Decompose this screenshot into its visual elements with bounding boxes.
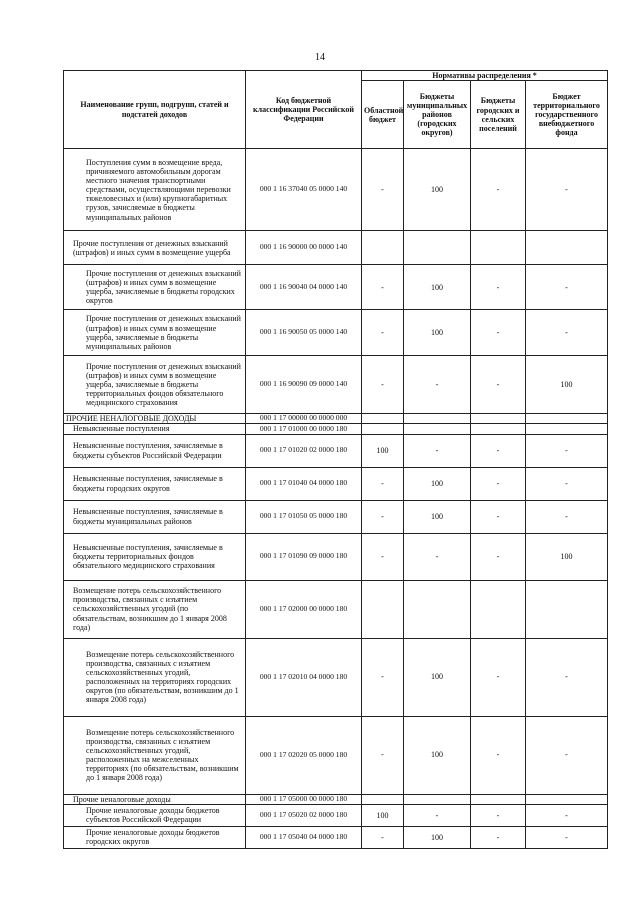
- row-fund: [526, 231, 608, 265]
- row-name: Возмещение потерь сельскохозяйственного производства, связанных с изъятием сельскохозяйственных угодий, расположенных на межселенных территориях (по обязательствам, возникшим до 1 января 2008 года): [64, 716, 246, 794]
- row-city-rural: -: [471, 826, 526, 848]
- table-row: [64, 265, 608, 310]
- row-fund: 100: [526, 533, 608, 580]
- row-name: Прочие неналоговые доходы бюджетов городских округов: [64, 826, 246, 848]
- row-city-rural: [471, 231, 526, 265]
- row-name: Прочие поступления от денежных взысканий (штрафов) и иных сумм в возмещение ущерба, зачисляемые в бюджеты муниципальных районов: [64, 310, 246, 356]
- row-city-rural: [471, 424, 526, 434]
- row-city-rural: -: [471, 533, 526, 580]
- row-city-rural: -: [471, 716, 526, 794]
- row-code: 000 1 16 90040 04 0000 140: [246, 265, 362, 310]
- row-municipal: 100: [404, 638, 471, 716]
- row-name: Невыясненные поступления, зачисляемые в бюджеты городских округов: [64, 467, 246, 500]
- table-header: [64, 71, 608, 149]
- row-fund: -: [526, 716, 608, 794]
- row-code: 000 1 16 90090 09 0000 140: [246, 356, 362, 414]
- row-name: Прочие поступления от денежных взысканий (штрафов) и иных сумм в возмещение ущерба, зачисляемые в бюджеты городских округов: [64, 265, 246, 310]
- page-number: 14: [315, 52, 325, 63]
- row-regional: -: [362, 638, 404, 716]
- row-regional: -: [362, 356, 404, 414]
- row-city-rural: -: [471, 804, 526, 826]
- row-fund: -: [526, 265, 608, 310]
- row-municipal: -: [404, 356, 471, 414]
- row-municipal: [404, 794, 471, 804]
- row-regional: 100: [362, 804, 404, 826]
- row-municipal: 100: [404, 826, 471, 848]
- header-municipal: Бюджеты муниципальных районов (городских округов): [404, 81, 471, 149]
- row-name: Невыясненные поступления: [64, 424, 246, 434]
- header-norms: Нормативы распределения *: [362, 71, 608, 81]
- row-fund: [526, 794, 608, 804]
- row-regional: -: [362, 533, 404, 580]
- row-fund: [526, 580, 608, 638]
- row-regional: -: [362, 500, 404, 533]
- row-municipal: [404, 580, 471, 638]
- table-row: [64, 638, 608, 716]
- row-municipal: -: [404, 434, 471, 467]
- row-code: 000 1 17 01020 02 0000 180: [246, 434, 362, 467]
- row-name: Невыясненные поступления, зачисляемые в бюджеты субъектов Российской Федерации: [64, 434, 246, 467]
- row-city-rural: [471, 414, 526, 424]
- row-city-rural: [471, 580, 526, 638]
- row-regional: [362, 580, 404, 638]
- header-name: Наименование групп, подгрупп, статей и подстатей доходов: [64, 71, 246, 149]
- row-fund: -: [526, 826, 608, 848]
- row-fund: [526, 414, 608, 424]
- table-row: [64, 580, 608, 638]
- row-city-rural: -: [471, 356, 526, 414]
- row-name: ПРОЧИЕ НЕНАЛОГОВЫЕ ДОХОДЫ: [64, 414, 246, 424]
- row-name: Прочие неналоговые доходы: [64, 794, 246, 804]
- table-row: [64, 424, 608, 434]
- row-name: Прочие поступления от денежных взысканий (штрафов) и иных сумм в возмещение ущерба: [64, 231, 246, 265]
- row-code: 000 1 17 02010 04 0000 180: [246, 638, 362, 716]
- row-municipal: -: [404, 533, 471, 580]
- row-fund: [526, 424, 608, 434]
- row-regional: [362, 231, 404, 265]
- row-municipal: 100: [404, 265, 471, 310]
- row-code: 000 1 17 01040 04 0000 180: [246, 467, 362, 500]
- row-code: 000 1 17 05040 04 0000 180: [246, 826, 362, 848]
- row-municipal: 100: [404, 149, 471, 231]
- row-code: 000 1 17 05020 02 0000 180: [246, 804, 362, 826]
- row-municipal: [404, 414, 471, 424]
- table-row: [64, 500, 608, 533]
- row-fund: -: [526, 310, 608, 356]
- table-body: [64, 149, 608, 849]
- row-regional: -: [362, 265, 404, 310]
- row-code: 000 1 17 02020 05 0000 180: [246, 716, 362, 794]
- row-fund: 100: [526, 356, 608, 414]
- row-fund: -: [526, 500, 608, 533]
- table-row: [64, 794, 608, 804]
- row-code: 000 1 17 01050 05 0000 180: [246, 500, 362, 533]
- row-city-rural: -: [471, 310, 526, 356]
- header-city-rural: Бюджеты городских и сельских поселений: [471, 81, 526, 149]
- row-municipal: 100: [404, 500, 471, 533]
- row-regional: [362, 794, 404, 804]
- row-code: 000 1 16 90000 00 0000 140: [246, 231, 362, 265]
- row-name: Прочие поступления от денежных взысканий (штрафов) и иных сумм в возмещение ущерба, зачисляемые в бюджеты территориальных фондов обязательного медицинского страхования: [64, 356, 246, 414]
- row-name: Невыясненные поступления, зачисляемые в бюджеты территориальных фондов обязательного медицинского страхования: [64, 533, 246, 580]
- row-municipal: 100: [404, 467, 471, 500]
- row-name: Поступления сумм в возмещение вреда, причиняемого автомобильным дорогам местного значения транспортными средствами, осуществляющими перевозки тяжеловесных и (или) крупногабаритных грузов, зачисляемые в бюджеты муниципальных районов: [64, 149, 246, 231]
- row-code: 000 1 16 90050 05 0000 140: [246, 310, 362, 356]
- table-row: [64, 467, 608, 500]
- row-city-rural: -: [471, 638, 526, 716]
- row-city-rural: -: [471, 434, 526, 467]
- table-row: [64, 533, 608, 580]
- row-regional: [362, 424, 404, 434]
- row-municipal: 100: [404, 310, 471, 356]
- row-regional: 100: [362, 434, 404, 467]
- row-code: 000 1 17 01000 00 0000 180: [246, 424, 362, 434]
- row-code: 000 1 17 02000 00 0000 180: [246, 580, 362, 638]
- row-regional: [362, 414, 404, 424]
- table-row: [64, 434, 608, 467]
- row-municipal: [404, 424, 471, 434]
- row-city-rural: -: [471, 149, 526, 231]
- row-fund: -: [526, 467, 608, 500]
- table-row: [64, 310, 608, 356]
- row-name: Невыясненные поступления, зачисляемые в бюджеты муниципальных районов: [64, 500, 246, 533]
- row-municipal: -: [404, 804, 471, 826]
- row-name: Возмещение потерь сельскохозяйственного производства, связанных с изъятием сельскохозяйственных угодий, расположенных на территориях городских округов (по обязательствам, возникшим до 1 января 2008 года): [64, 638, 246, 716]
- row-fund: -: [526, 804, 608, 826]
- row-regional: -: [362, 149, 404, 231]
- row-code: 000 1 17 05000 00 0000 180: [246, 794, 362, 804]
- row-regional: -: [362, 716, 404, 794]
- row-municipal: [404, 231, 471, 265]
- table-row: [64, 356, 608, 414]
- row-fund: -: [526, 638, 608, 716]
- table-row: [64, 826, 608, 848]
- table-row: [64, 804, 608, 826]
- row-regional: -: [362, 467, 404, 500]
- table-row: [64, 231, 608, 265]
- revenue-distribution-table: [63, 70, 608, 849]
- row-code: 000 1 17 01090 09 0000 180: [246, 533, 362, 580]
- table-row: [64, 414, 608, 424]
- row-code: 000 1 17 00000 00 0000 000: [246, 414, 362, 424]
- row-city-rural: -: [471, 265, 526, 310]
- row-municipal: 100: [404, 716, 471, 794]
- row-regional: -: [362, 826, 404, 848]
- row-fund: -: [526, 149, 608, 231]
- row-regional: -: [362, 310, 404, 356]
- row-city-rural: [471, 794, 526, 804]
- row-name: Прочие неналоговые доходы бюджетов субъектов Российской Федерации: [64, 804, 246, 826]
- row-city-rural: -: [471, 500, 526, 533]
- header-code: Код бюджетной классификации Российской Федерации: [246, 71, 362, 149]
- table-row: [64, 149, 608, 231]
- row-code: 000 1 16 37040 05 0000 140: [246, 149, 362, 231]
- row-city-rural: -: [471, 467, 526, 500]
- row-name: Возмещение потерь сельскохозяйственного производства, связанных с изъятием сельскохозяйственных угодий (по обязательствам, возникшим до 1 января 2008 года): [64, 580, 246, 638]
- header-fund: Бюджет территориального государственного внебюджетного фонда: [526, 81, 608, 149]
- table-row: [64, 716, 608, 794]
- header-regional: Областной бюджет: [362, 81, 404, 149]
- row-fund: -: [526, 434, 608, 467]
